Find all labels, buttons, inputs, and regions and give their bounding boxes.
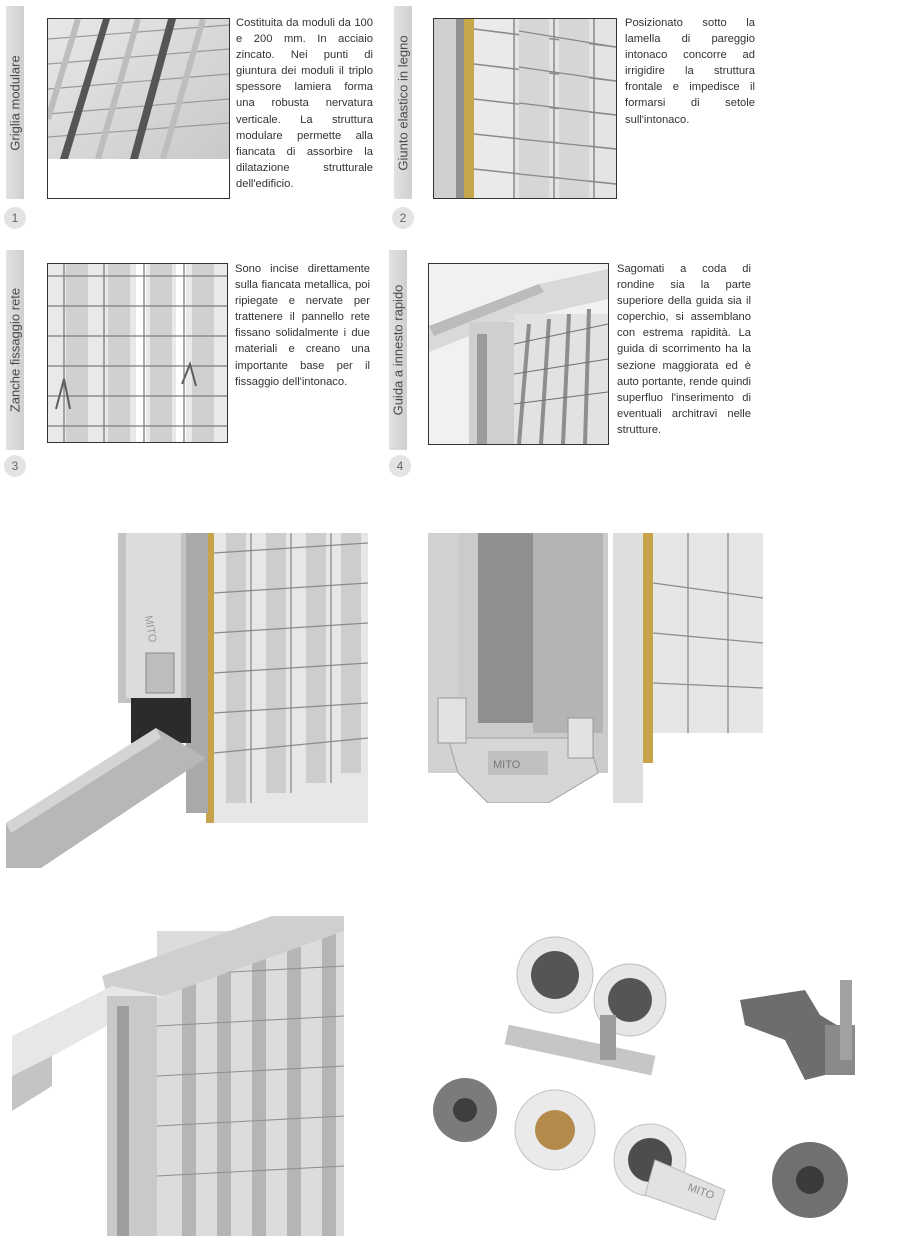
section-4-label: Guida a innesto rapido (390, 284, 406, 416)
trolley-components-photo (425, 930, 895, 1230)
rail-joint-photo (12, 916, 344, 1236)
section-4-description: Sagomati a coda di rondine sia la parte superiore della guida sia il coperchio, si assemblano con estrema rapidità. La guida di scorrimento ha la sezione maggiorata ed è auto portante, rende quindi superfluo l'inserimento di eventuali architravi nelle strutture. (617, 263, 751, 436)
section-1-number-badge: 1 (4, 207, 26, 229)
section-4-number-badge: 4 (389, 455, 411, 477)
section-2-number-badge: 2 (392, 207, 414, 229)
guide-stamp: MITO (141, 614, 159, 644)
section-1-image (47, 18, 230, 199)
section-3-description: Sono incise direttamente sulla fiancata metallica, poi ripiegate e nervate per trattenere il pannello rete fissano solidalmente i due materiali e creano una importante base per il fissaggio dell'intonaco. (235, 263, 370, 388)
floor-bracket-photo (428, 533, 763, 803)
section-2-label: Giunto elastico in legno (395, 34, 411, 171)
section-2-label-bar (394, 6, 412, 199)
section-2-description: Posizionato sotto la lamella di pareggio intonaco concorre ad irrigidire la struttura frontale e impedisce il formarsi di setole sull'intonaco. (625, 17, 755, 126)
section-1-label-bar (6, 6, 24, 199)
section-3-image (47, 263, 228, 443)
guide-assembly-photo (6, 533, 368, 868)
section-2-image (433, 18, 617, 199)
section-4-label-bar (389, 250, 407, 450)
section-1-description: Costituita da moduli da 100 e 200 mm. In acciaio zincato. Nei punti di giuntura dei moduli il triplo spessore lamiera forma una robusta nervatura verticale. La struttura modulare permette alla fiancata di assorbire la dilatazione strutturale dell'edificio. (236, 17, 373, 190)
section-4-image (428, 263, 609, 445)
section-1-label: Griglia modulare (7, 54, 23, 151)
trolley-stamp: MITO (685, 1181, 716, 1203)
section-3-label: Zanche fissaggio rete (7, 287, 23, 413)
bracket-stamp: MITO (493, 759, 521, 771)
section-3-number-badge: 3 (4, 455, 26, 477)
section-3-label-bar (6, 250, 24, 450)
